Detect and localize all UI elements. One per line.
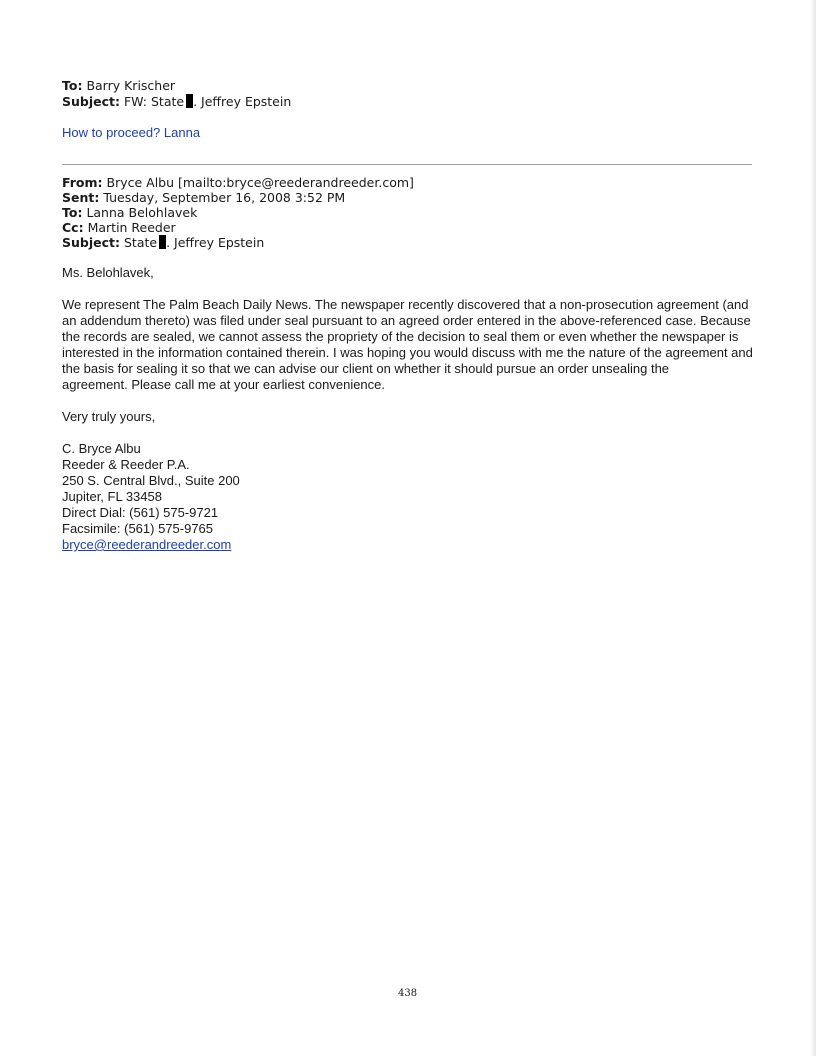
original-sent-value: Tuesday, September 16, 2008 3:52 PM — [103, 190, 346, 205]
closing: Very truly yours, — [62, 409, 156, 424]
forward-subject-label: Subject: — [62, 94, 120, 109]
original-to-line — [62, 205, 197, 221]
forward-to-label: To: — [62, 78, 83, 93]
original-sent-label: Sent: — [62, 190, 100, 205]
original-subject-before: State — [123, 235, 158, 250]
original-from-label: From: — [62, 175, 103, 190]
signature-name: C. Bryce Albu — [62, 441, 141, 456]
forward-note: How to proceed? Lanna — [62, 125, 201, 140]
original-subject-line — [62, 235, 264, 251]
original-cc-label: Cc: — [62, 220, 84, 235]
original-subject-after: . Jeffrey Epstein — [166, 235, 265, 250]
forward-subject-after: . Jeffrey Epstein — [193, 94, 292, 109]
original-cc-line — [62, 220, 176, 236]
message-divider — [62, 164, 752, 165]
forward-subject-line — [62, 94, 291, 110]
signature-email-link[interactable]: bryce@reederandreeder.com — [62, 537, 232, 552]
original-from-line — [62, 175, 414, 191]
signature-direct-dial: Direct Dial: (561) 575-9721 — [62, 505, 219, 520]
original-to-value: Lanna Belohlavek — [86, 205, 198, 220]
body-line: the records are sealed, we cannot assess the propriety of the decision to seal them or even whether the newspaper is — [62, 329, 739, 344]
page-number: 438 — [398, 988, 418, 999]
original-sent-line — [62, 190, 345, 206]
body-line: the basis for sealing it so that we can advise our client on whether it should pursue an order unsealing the — [62, 361, 670, 376]
body-line: an addendum thereto) was filed under seal pursuant to an agreed order entered in the above-referenced case. Because — [62, 313, 751, 328]
forward-subject-before: FW: State — [123, 94, 185, 109]
body-line: We represent The Palm Beach Daily News. The newspaper recently discovered that a non-prosecution agreement (and — [62, 297, 749, 312]
body-line: interested in the information contained therein. I was hoping you would discuss with me the nature of the agreement and — [62, 345, 753, 360]
salutation: Ms. Belohlavek, — [62, 265, 154, 280]
body-line: agreement. Please call me at your earliest convenience. — [62, 377, 386, 392]
page-edge-shadow — [810, 0, 816, 1056]
forward-to-line — [62, 78, 175, 94]
original-from-value: Bryce Albu [mailto:bryce@reederandreeder.com] — [106, 175, 414, 190]
signature-firm: Reeder & Reeder P.A. — [62, 457, 190, 472]
forward-to-value: Barry Krischer — [86, 78, 176, 93]
original-cc-value: Martin Reeder — [87, 220, 176, 235]
signature-facsimile: Facsimile: (561) 575-9765 — [62, 521, 214, 536]
signature-address-line-1: 250 S. Central Blvd., Suite 200 — [62, 473, 240, 488]
signature-address-line-2: Jupiter, FL 33458 — [62, 489, 162, 504]
original-subject-label: Subject: — [62, 235, 120, 250]
original-to-label: To: — [62, 205, 83, 220]
